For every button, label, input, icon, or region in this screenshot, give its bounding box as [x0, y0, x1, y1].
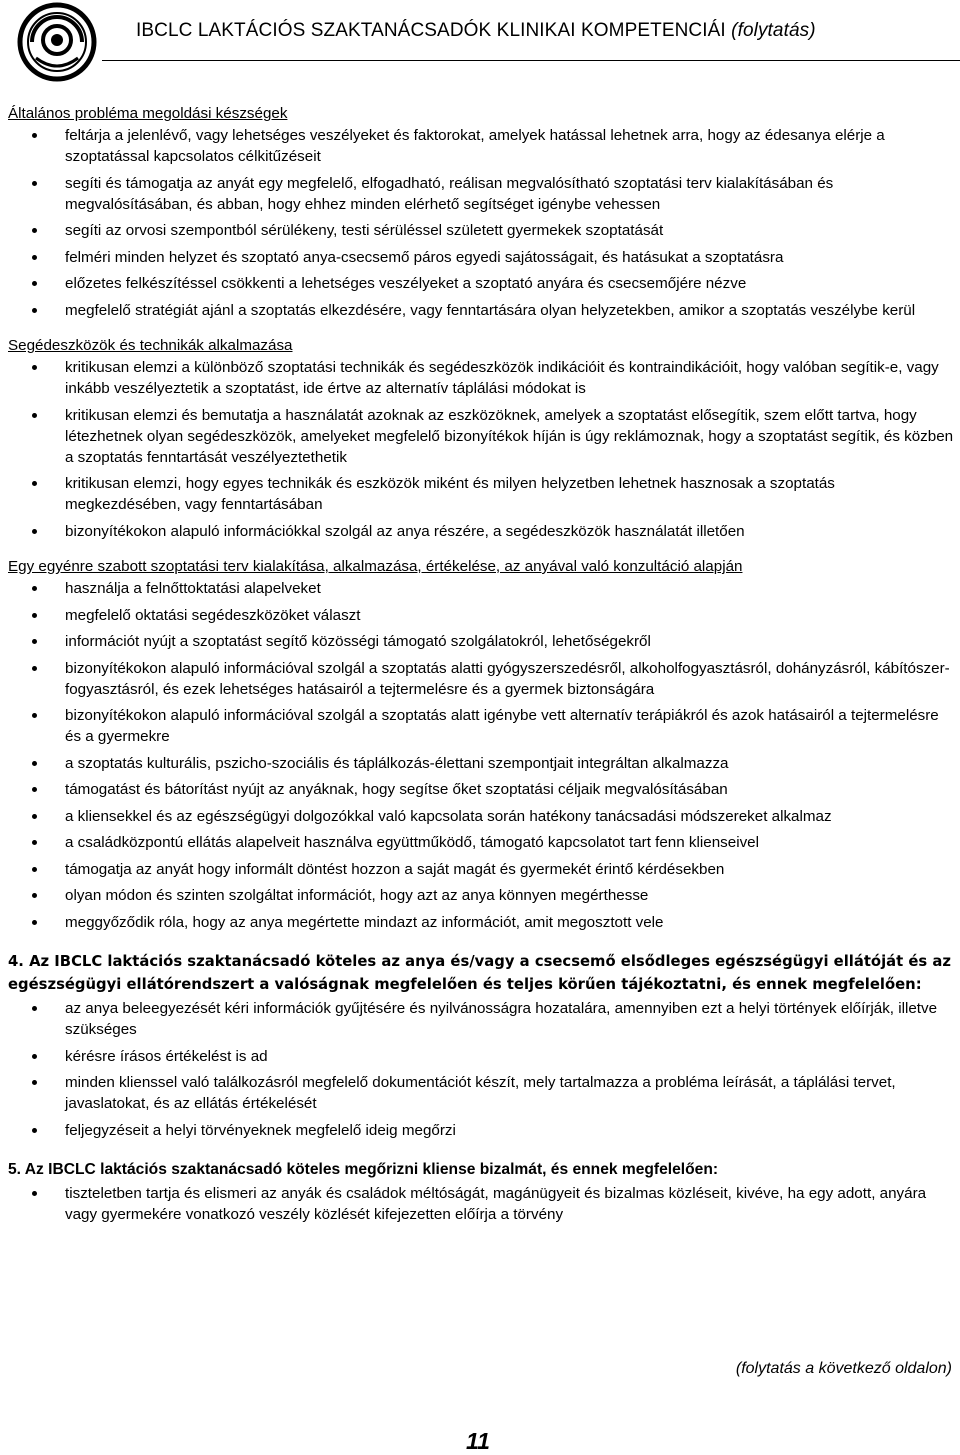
list-item: kritikusan elemzi, hogy egyes technikák és eszközök miként és milyen helyzetben lehetnek hasznosak a szoptatás megkezdésében, vagy fenntartásában [8, 473, 954, 515]
list-item: feljegyzéseit a helyi törvényeknek megfelelő ideig megőrzi [8, 1120, 954, 1141]
section-heading-plan: Egy egyénre szabott szoptatási terv kialakítása, alkalmazása, értékelése, az anyával való konzultáció alapján [8, 558, 743, 575]
list-item: feltárja a jelenlévő, vagy lehetséges veszélyeket és faktorokat, amelyek hatással lehetnek arra, hogy az édesanya elérje a szoptatással kapcsolatos célkitűzéseit [8, 125, 954, 167]
list-item: felméri minden helyzet és szoptató anya-csecsemő páros egyedi sajátosságait, és hatásukat a szoptatásra [8, 247, 954, 268]
page-number: 11 [466, 1428, 490, 1454]
header-title [136, 20, 936, 42]
list-item: információt nyújt a szoptatást segítő közösségi támogató szolgálatokról, lehetőségekről [8, 631, 954, 652]
list-item: bizonyítékokon alapuló információval szolgál a szoptatás alatt igénybe vett alternatív terápiákról és azok hatásairól a tejtermelésre és a gyermekre [8, 705, 954, 747]
list-item: támogatást és bátorítást nyújt az anyáknak, hogy segítse őket szoptatási céljaik megvalósításában [8, 779, 954, 800]
list-item: kérésre írásos értékelést is ad [8, 1046, 954, 1067]
ibclc-logo-icon [14, 2, 100, 82]
list-item: az anya beleegyezését kéri információk gyűjtésére és nyilvánosságra hozatalára, amennyiben ezt a helyi törtények előírják, illetve szükséges [8, 998, 954, 1040]
list-item: előzetes felkészítéssel csökkenti a lehetséges veszélyeket a szoptató anyára és csecsemőjére nézve [8, 273, 954, 294]
list-item: segíti és támogatja az anyát egy megfelelő, elfogadható, reálisan megvalósítható szoptatási terv kialakításában és megvalósításában, és abban, hogy ehhez minden elérhető segítséget igénybe vehessen [8, 173, 954, 215]
header-divider [102, 60, 960, 61]
list-item: megfelelő stratégiát ajánl a szoptatás elkezdésére, vagy fenntartására olyan helyzetekben, amikor a szoptatás veszélybe kerül [8, 300, 954, 321]
list-item: meggyőződik róla, hogy az anya megértette mindazt az információt, amit megosztott vele [8, 912, 954, 933]
header-title-continued: (folytatás) [731, 20, 816, 41]
header-title-text: IBCLC LAKTÁCIÓS SZAKTANÁCSADÓK KLINIKAI KOMPETENCIÁI [136, 20, 726, 41]
list-item: kritikusan elemzi a különböző szoptatási technikák és segédeszközök indikációit és kontraindikációit, hogy valóban segítik-e, vagy inkább veszélyeztetik a szoptatást, ide értve az alternatív táplálási módokat is [8, 357, 954, 399]
list-item: minden klienssel való találkozásról megfelelő dokumentációt készít, mely tartalmazza a probléma leírását, a táplálási tervet, javaslatokat, és az ellátás értékelését [8, 1072, 954, 1114]
document-body [8, 104, 954, 1231]
list-item: bizonyítékokon alapuló információkkal szolgál az anya részére, a segédeszközök használatát illetően [8, 521, 954, 542]
bullet-list-general [8, 125, 954, 321]
bullet-list-section-4 [8, 998, 954, 1141]
list-item: bizonyítékokon alapuló információval szolgál a szoptatás alatti gyógyszerszedésről, alkoholfogyasztásról, dohányzásról, kábítószer-fogyasztásról, és ezek lehetséges hatásairól a tejtermelésre és a gyermek biztonságára [8, 658, 954, 700]
bullet-list-plan [8, 578, 954, 933]
list-item: olyan módon és szinten szolgáltat információt, hogy azt az anya könnyen megérthesse [8, 885, 954, 906]
list-item: a családközpontú ellátás alapelveit használva együttműködő, támogató kapcsolatot tart fenn klienseivel [8, 832, 954, 853]
section-heading-general: Általános probléma megoldási készségek [8, 105, 288, 122]
section-heading-4: 4. Az IBCLC laktációs szaktanácsadó köteles az anya és/vagy a csecsemő elsődleges egészségügyi ellátóját és az egészségügyi ellátórendszert a valóságnak megfelelően és teljes körűen tájékoztatni, és ennek megfelelően: [8, 953, 951, 993]
list-item: a szoptatás kulturális, pszicho-szociális és táplálkozás-élettani szempontjait integráltan alkalmazza [8, 753, 954, 774]
section-heading-tools: Segédeszközök és technikák alkalmazása [8, 337, 293, 354]
list-item: tiszteletben tartja és elismeri az anyák és családok méltóságát, magánügyeit és bizalmas közléseit, kivéve, ha egy adott, anyára vagy gyermekére vonatkozó veszély közlését kifejezetten előírja a törvény [8, 1183, 954, 1225]
list-item: használja a felnőttoktatási alapelveket [8, 578, 954, 599]
bullet-list-tools [8, 357, 954, 542]
bullet-list-section-5 [8, 1183, 954, 1225]
section-heading-5: 5. Az IBCLC laktációs szaktanácsadó köteles megőrizni kliense bizalmát, és ennek megfelelően: [8, 1161, 719, 1178]
list-item: kritikusan elemzi és bemutatja a használatát azoknak az eszközöknek, amelyek a szoptatást elősegítik, szem előtt tartva, hogy létezhetnek olyan segédeszközök, amelyeket megfelelő bizonyítékok híján is úgy reklámoznak, hogy a szoptatást segítik, és közben a szoptatás fenntartását veszélyeztethetik [8, 405, 954, 468]
list-item: segíti az orvosi szempontból sérülékeny, testi sérüléssel született gyermekek szoptatását [8, 220, 954, 241]
list-item: megfelelő oktatási segédeszközöket választ [8, 605, 954, 626]
list-item: támogatja az anyát hogy informált döntést hozzon a saját magát és gyermekét érintő kérdésekben [8, 859, 954, 880]
list-item: a kliensekkel és az egészségügyi dolgozókkal való kapcsolata során hatékony tanácsadási módszereket alkalmaz [8, 806, 954, 827]
continued-note: (folytatás a következő oldalon) [735, 1360, 952, 1377]
